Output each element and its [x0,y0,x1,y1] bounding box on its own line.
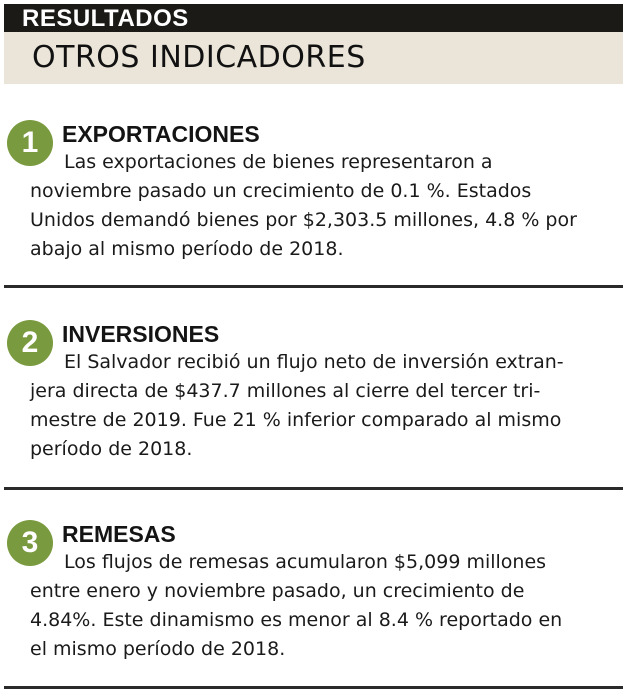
body-line: Las exportaciones de bienes representaron a [64,151,493,173]
section-body [30,348,622,464]
body-line: abajo al mismo período de 2018. [30,238,344,260]
body-line: período de 2018. [30,438,193,460]
body-line: jera directa de $437.7 millones al cierre del tercer tri- [30,380,541,402]
body-line: El Salvador recibió un flujo neto de inversión extran- [64,351,564,373]
body-line: Los flujos de remesas acumularon $5,099 millones [64,551,547,573]
body-line: entre enero y noviembre pasado, un crecimiento de [30,580,525,602]
body-line: 4.84%. Este dinamismo es menor al 8.4 % reportado en [30,609,563,631]
section-body [30,148,622,264]
number-badge-3: 3 [7,520,53,566]
section-divider [4,487,623,490]
body-line: noviembre pasado un crecimiento de 0.1 %. Estados [30,180,532,202]
number-badge-2: 2 [7,320,53,366]
section-exportaciones [4,116,623,276]
subheader-title: OTROS INDICADORES [32,40,366,75]
section-divider [4,285,623,288]
section-body [30,548,622,664]
header-bar [4,4,623,32]
section-title: INVERSIONES [62,321,220,347]
body-line: el mismo período de 2018. [30,638,286,660]
section-title: EXPORTACIONES [62,121,260,147]
body-line: Unidos demandó bienes por $2,303.5 millones, 4.8 % por [30,209,577,231]
section-inversiones [4,314,623,474]
header-title: RESULTADOS [22,5,189,32]
section-divider [4,686,623,689]
body-line: mestre de 2019. Fue 21 % inferior comparado al mismo [30,409,562,431]
section-title: REMESAS [62,521,176,547]
number-badge-1: 1 [7,120,53,166]
section-remesas [4,514,623,674]
subheader-band [4,32,623,84]
